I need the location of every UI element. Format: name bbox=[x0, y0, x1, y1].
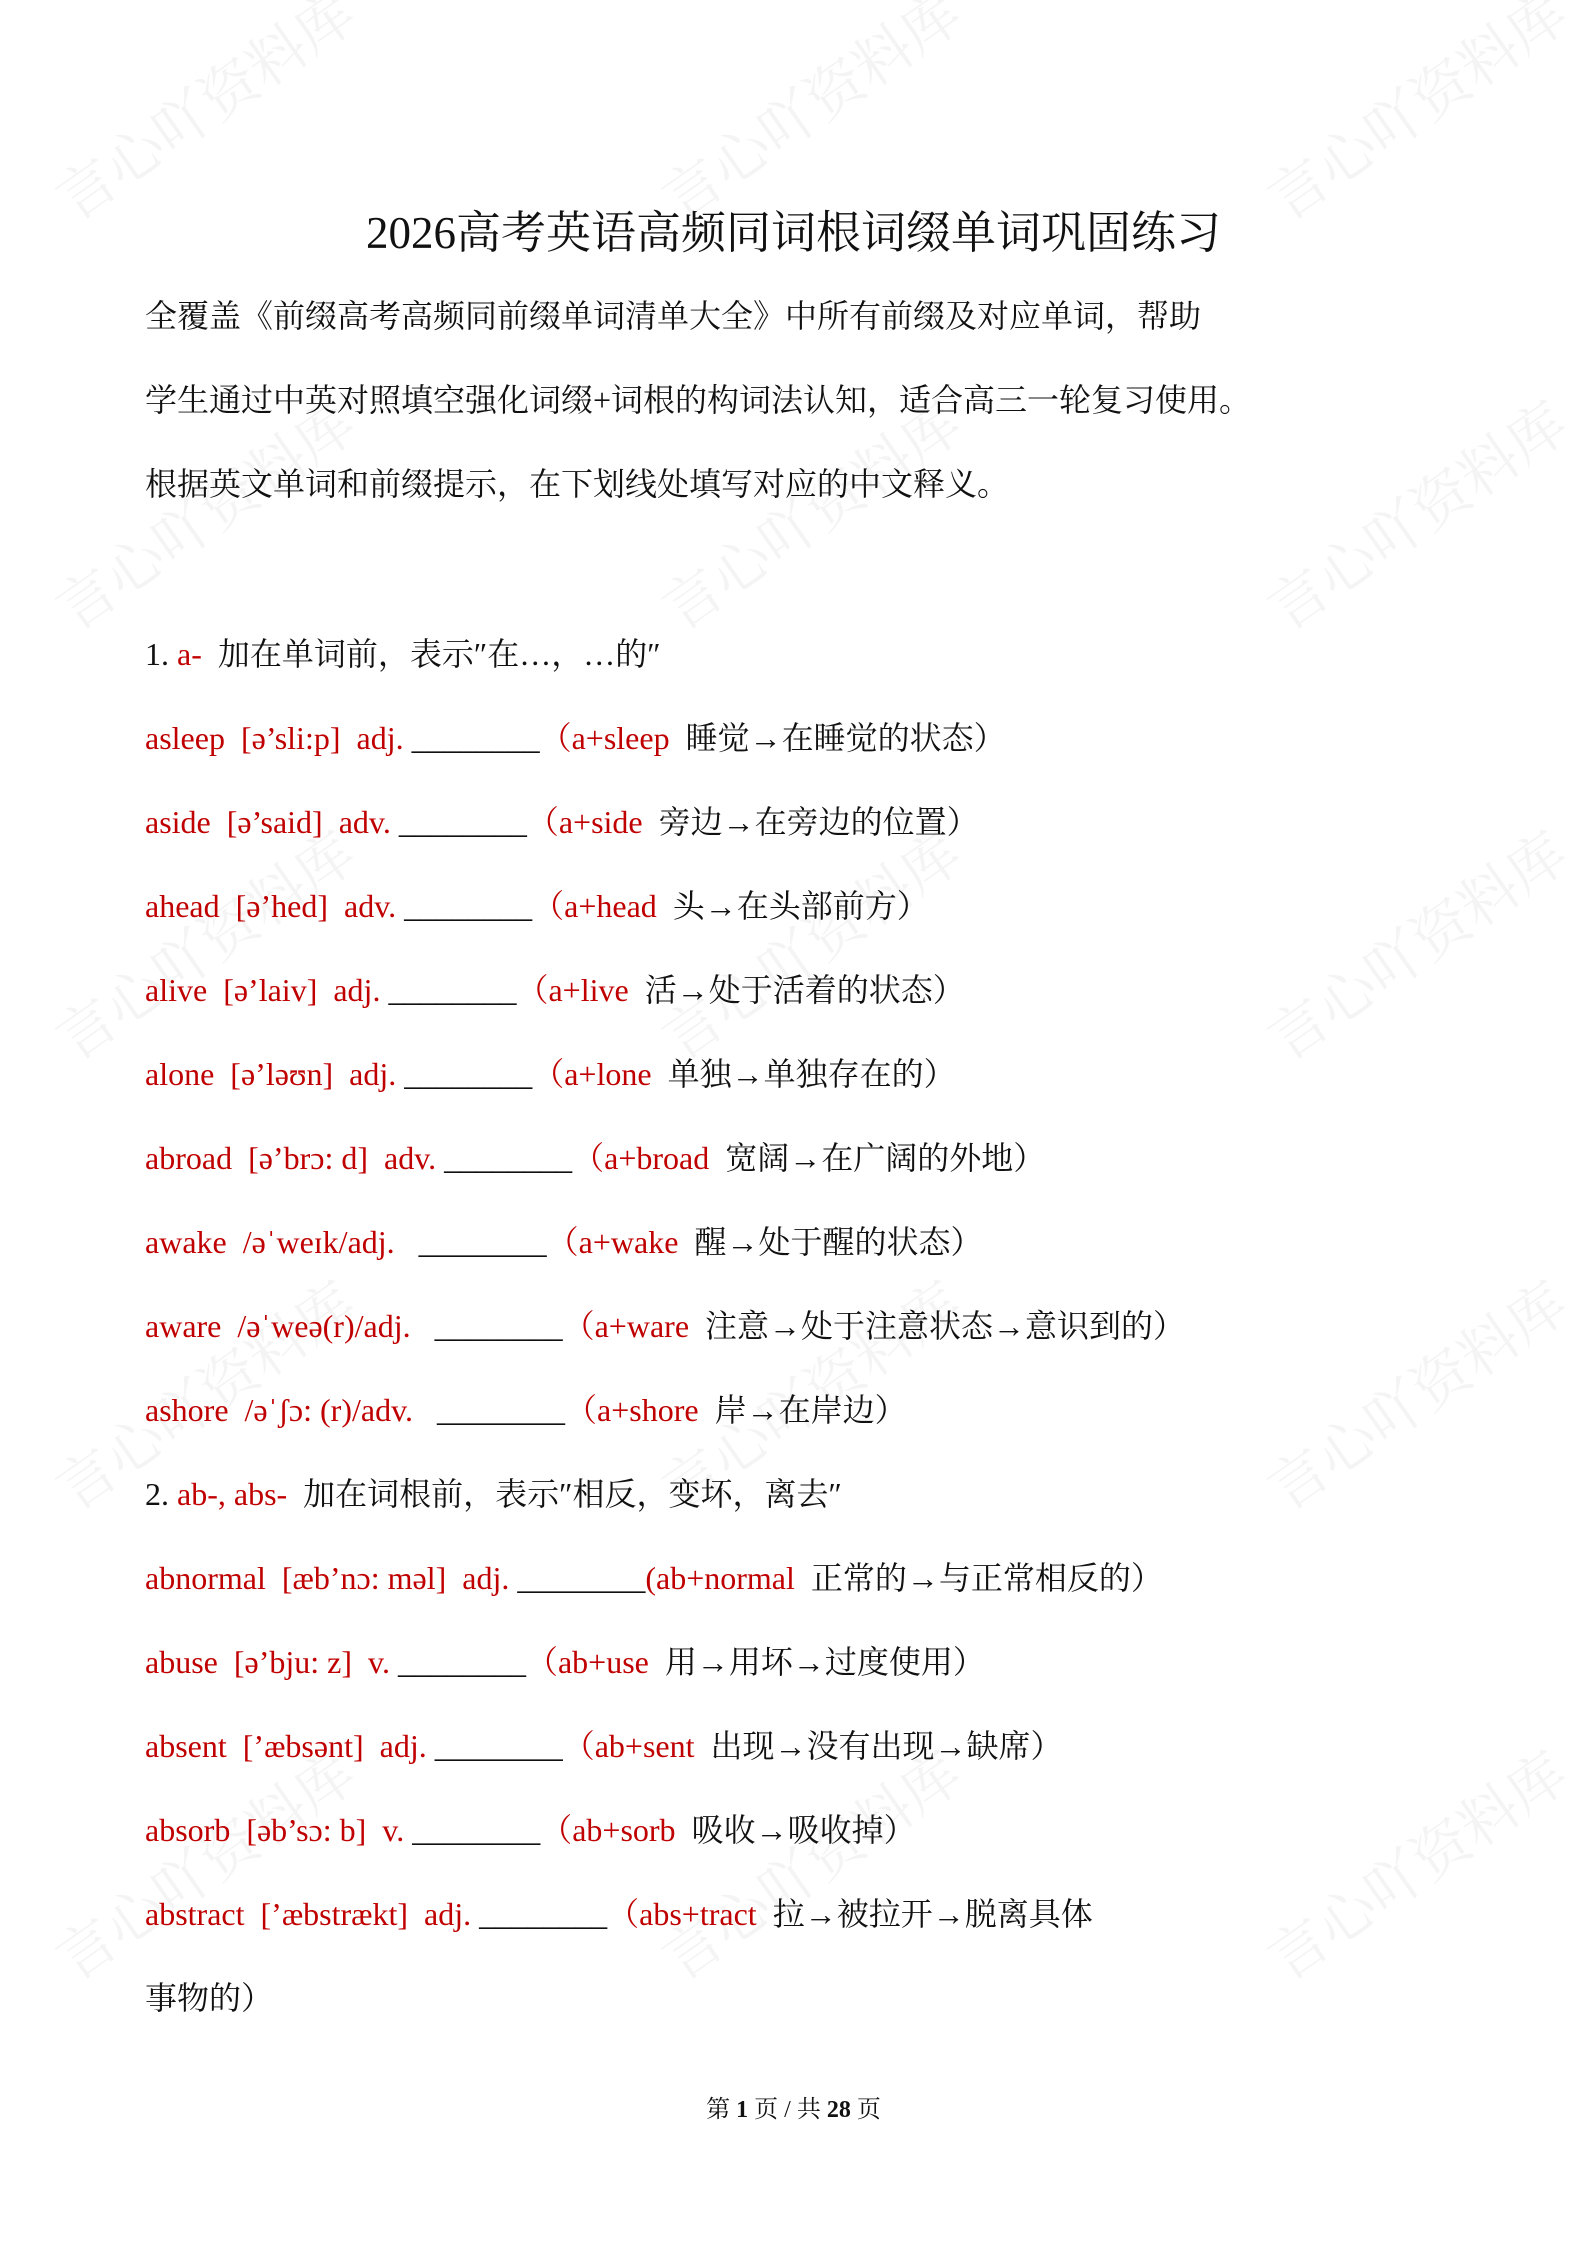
intro-line: 学生通过中英对照填空强化词缀+词根的构词法认知，适合高三一轮复习使用。 bbox=[145, 382, 1252, 418]
vocab-entry bbox=[145, 864, 1465, 948]
entry-hint: （ab+sent bbox=[562, 1728, 695, 1764]
entry-word: awake bbox=[145, 1224, 227, 1260]
answer-blank[interactable]: ________ bbox=[437, 1392, 565, 1428]
entry-hint: （a+shore bbox=[565, 1392, 699, 1428]
entry-word: abuse bbox=[145, 1644, 218, 1680]
vocab-entry bbox=[145, 1116, 1465, 1200]
entry-pos: adj. bbox=[356, 720, 404, 756]
entry-word: abnormal bbox=[145, 1560, 266, 1596]
entry-phonetic: [æb’nɔ: məl] bbox=[281, 1560, 447, 1596]
entry-hint: （ab+sorb bbox=[540, 1812, 676, 1848]
section-heading bbox=[145, 612, 1465, 696]
entry-phonetic: [’æbstrækt] bbox=[260, 1896, 409, 1932]
entry-phonetic: [ə’ləʊn] bbox=[230, 1056, 334, 1092]
entry-phonetic: [’æbsənt] bbox=[242, 1728, 364, 1764]
vocab-entry bbox=[145, 1704, 1465, 1788]
entry-word: absent bbox=[145, 1728, 227, 1764]
entry-word: abstract bbox=[145, 1896, 245, 1932]
section-prefix: ab-, abs- bbox=[177, 1476, 288, 1512]
entry-word: absorb bbox=[145, 1812, 231, 1848]
page-total: 28 bbox=[826, 2097, 851, 2123]
section-number: 1. bbox=[145, 636, 169, 672]
answer-blank[interactable]: ________ bbox=[411, 720, 540, 756]
entry-hint: （a+ware bbox=[562, 1308, 690, 1344]
intro-line: 根据英文单词和前缀提示，在下划线处填写对应的中文释义。 bbox=[145, 466, 1010, 502]
entry-pos: adv. bbox=[338, 804, 391, 840]
entry-meaning-continued: 事物的） bbox=[145, 1980, 274, 2016]
entry-pos: adj. bbox=[333, 972, 381, 1008]
vocab-entry bbox=[145, 948, 1465, 1032]
entry-meaning: 醒→处于醒的状态） bbox=[694, 1224, 983, 1260]
footer-mid: 页 / 共 bbox=[754, 2097, 821, 2123]
entry-word: aside bbox=[145, 804, 211, 840]
entry-word: aware bbox=[145, 1308, 222, 1344]
page-title: 2026高考英语高频同词根词缀单词巩固练习 bbox=[365, 208, 1221, 258]
vocab-entry bbox=[145, 696, 1465, 780]
answer-blank[interactable]: ________ bbox=[412, 1812, 541, 1848]
entry-hint: （a+head bbox=[532, 888, 657, 924]
section-heading bbox=[145, 1452, 1465, 1536]
intro bbox=[145, 274, 1445, 526]
entry-word: abroad bbox=[145, 1140, 233, 1176]
answer-blank[interactable]: ________ bbox=[517, 1560, 646, 1596]
entry-word: ahead bbox=[145, 888, 220, 924]
answer-blank[interactable]: ________ bbox=[434, 1308, 563, 1344]
exercise-body bbox=[145, 612, 1465, 2040]
entry-hint: （a+broad bbox=[572, 1140, 710, 1176]
answer-blank[interactable]: ________ bbox=[444, 1140, 573, 1176]
entry-phonetic: /əˈweə(r)/adj. bbox=[237, 1308, 411, 1344]
entry-phonetic: /əˈweɪk/adj. bbox=[242, 1224, 395, 1260]
entry-pos: adj. bbox=[349, 1056, 397, 1092]
entry-pos: v. bbox=[382, 1812, 405, 1848]
entry-phonetic: [ə’laiv] bbox=[223, 972, 318, 1008]
answer-blank[interactable]: ________ bbox=[388, 972, 517, 1008]
entry-pos: adj. bbox=[379, 1728, 427, 1764]
vocab-entry bbox=[145, 1872, 1465, 1956]
answer-blank[interactable]: ________ bbox=[479, 1896, 608, 1932]
entry-word: alive bbox=[145, 972, 208, 1008]
entry-pos: v. bbox=[368, 1644, 390, 1680]
entry-hint: （a+side bbox=[526, 804, 643, 840]
entry-meaning: 用→用坏→过度使用） bbox=[664, 1644, 985, 1680]
entry-meaning: 宽阔→在广阔的外地） bbox=[725, 1140, 1046, 1176]
entry-phonetic: [ə’sli:p] bbox=[240, 720, 341, 756]
entry-hint: （a+wake bbox=[546, 1224, 679, 1260]
entry-meaning: 出现→没有出现→缺席） bbox=[710, 1728, 1063, 1764]
entry-meaning: 岸→在岸边） bbox=[714, 1392, 907, 1428]
section-description: 加在词根前，表示″相反，变坏，离去″ bbox=[303, 1476, 842, 1512]
entry-meaning: 吸收→吸收掉） bbox=[691, 1812, 916, 1848]
entry-phonetic: [ə’hed] bbox=[235, 888, 328, 924]
vocab-entry bbox=[145, 780, 1465, 864]
vocab-entry bbox=[145, 1200, 1465, 1284]
entry-continuation bbox=[145, 1956, 1465, 2040]
entry-meaning: 注意→处于注意状态→意识到的） bbox=[705, 1308, 1186, 1344]
answer-blank[interactable]: ________ bbox=[418, 1224, 547, 1260]
vocab-entry bbox=[145, 1284, 1465, 1368]
entry-phonetic: [ə’bju: z] bbox=[233, 1644, 353, 1680]
answer-blank[interactable]: ________ bbox=[397, 1644, 526, 1680]
entry-phonetic: /əˈʃɔ: (r)/adv. bbox=[244, 1392, 413, 1428]
entry-phonetic: [ə’brɔ: d] bbox=[248, 1140, 368, 1176]
footer-prefix: 第 bbox=[706, 2097, 731, 2123]
entry-meaning: 旁边→在旁边的位置） bbox=[658, 804, 979, 840]
entry-phonetic: [ə’said] bbox=[226, 804, 323, 840]
entry-pos: adv. bbox=[383, 1140, 437, 1176]
footer-suffix: 页 bbox=[856, 2097, 881, 2123]
vocab-entry bbox=[145, 1620, 1465, 1704]
entry-meaning: 活→处于活着的状态） bbox=[644, 972, 965, 1008]
entry-meaning: 睡觉→在睡觉的状态） bbox=[685, 720, 1006, 756]
entry-hint: （a+lone bbox=[532, 1056, 652, 1092]
entry-word: alone bbox=[145, 1056, 215, 1092]
section-description: 加在单词前，表示″在…，…的″ bbox=[217, 636, 661, 672]
entry-word: asleep bbox=[145, 720, 225, 756]
entry-hint: （ab+use bbox=[525, 1644, 649, 1680]
vocab-entry bbox=[145, 1368, 1465, 1452]
entry-pos: adv. bbox=[343, 888, 397, 924]
entry-meaning: 单独→单独存在的） bbox=[667, 1056, 956, 1092]
intro-line: 全覆盖《前缀高考高频同前缀单词清单大全》中所有前缀及对应单词，帮助 bbox=[145, 298, 1202, 334]
entry-hint: （a+live bbox=[516, 972, 629, 1008]
entry-meaning: 头→在头部前方） bbox=[672, 888, 929, 924]
entry-meaning: 拉→被拉开→脱离具体 bbox=[772, 1896, 1093, 1932]
vocab-entry bbox=[145, 1032, 1465, 1116]
entry-hint: （a+sleep bbox=[539, 720, 670, 756]
answer-blank[interactable]: ________ bbox=[398, 804, 527, 840]
page-number: 1 bbox=[736, 2097, 749, 2123]
vocab-entry bbox=[145, 1536, 1465, 1620]
page-footer bbox=[0, 2092, 1587, 2128]
vocab-entry bbox=[145, 1788, 1465, 1872]
entry-word: ashore bbox=[145, 1392, 229, 1428]
answer-blank[interactable]: ________ bbox=[404, 888, 533, 924]
entry-hint: （abs+tract bbox=[607, 1896, 757, 1932]
section-number: 2. bbox=[145, 1476, 169, 1512]
entry-meaning: 正常的→与正常相反的） bbox=[810, 1560, 1163, 1596]
answer-blank[interactable]: ________ bbox=[434, 1728, 563, 1764]
entry-hint: (ab+normal bbox=[645, 1560, 795, 1596]
entry-phonetic: [əb’sɔ: b] bbox=[246, 1812, 367, 1848]
entry-pos: adj. bbox=[462, 1560, 510, 1596]
entry-pos: adj. bbox=[424, 1896, 472, 1932]
section-prefix: a- bbox=[177, 636, 202, 672]
answer-blank[interactable]: ________ bbox=[404, 1056, 533, 1092]
